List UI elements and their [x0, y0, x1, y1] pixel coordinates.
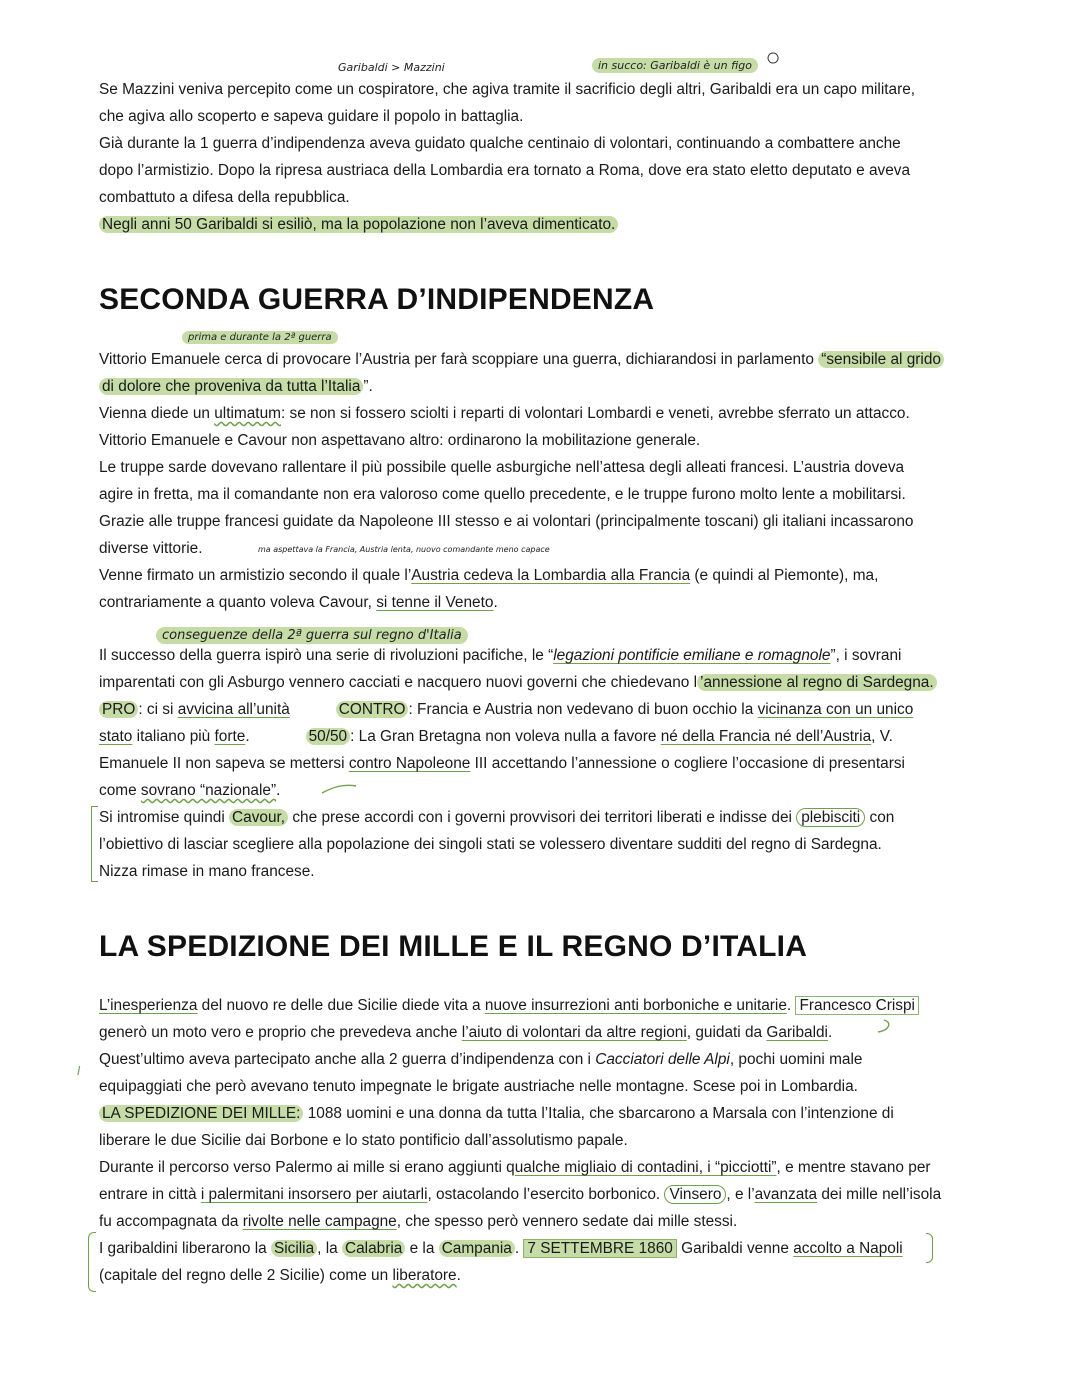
underline: forte	[214, 728, 246, 745]
text: , pochi uomini male	[729, 1051, 863, 1068]
section-title-seconda-guerra: SECONDA GUERRA D’INDIPENDENZA	[99, 283, 655, 316]
text: Vienna diede un	[99, 405, 215, 422]
underline: né della Francia né dell’Austria	[660, 728, 872, 745]
text: Il successo della guerra ispirò una serie di rivoluzioni pacifiche, le “	[99, 647, 554, 664]
text: .	[827, 1024, 833, 1041]
highlight-date: 7 SETTEMBRE 1860	[523, 1239, 676, 1258]
underline: avanzata	[754, 1186, 818, 1203]
text: : ci si	[138, 701, 178, 718]
text: .	[276, 782, 281, 799]
text: .	[493, 594, 498, 611]
text: (e quindi al Piemonte), ma,	[690, 567, 879, 584]
text: III accettando l’annessione o cogliere l’occasione di presentarsi	[470, 755, 905, 772]
underline: rivolte nelle campagne	[242, 1213, 397, 1230]
s2-line-8: diverse vittorie.	[99, 540, 203, 557]
text: che prese accordi con i governi provvisori dei territori liberati e indisse dei	[288, 809, 797, 826]
underline: liberatore	[392, 1267, 457, 1284]
text: .	[514, 1240, 524, 1257]
text: e la	[405, 1240, 439, 1257]
curl-arrow-mark	[878, 1020, 889, 1032]
circled-word: Vinsero	[664, 1185, 726, 1204]
intro-line-1: Se Mazzini veniva percepito come un cospiratore, che agiva tramite il sacrificio degli altri, Garibaldi era un capo militare,	[99, 81, 916, 98]
highlight: Campania	[439, 1240, 515, 1257]
text: .	[456, 1267, 461, 1284]
text: Vittorio Emanuele cerca di provocare l’Austria per farà scoppiare una guerra, dichiarandosi in parlamento	[99, 351, 819, 368]
s2-line-6: agire in fretta, ma il comandante non era valoroso come quello precedente, e le truppe furono molto lente a mobilitarsi.	[99, 486, 906, 503]
text: : Francia e Austria non vedevano di buon occhio la	[408, 701, 758, 718]
text: (capitale del regno delle 2 Sicilie) come un	[99, 1267, 393, 1284]
underline: L’inesperienza	[99, 997, 198, 1014]
underline: i palermitani insorsero per aiutarli	[200, 1186, 428, 1203]
highlight: “sensibile al grido	[818, 351, 944, 368]
underline: avvicina all’unità	[177, 701, 290, 718]
text: 1088 uomini e una donna da tutta l’Italia, che sbarcarono a Marsala con l’intenzione di	[303, 1105, 894, 1122]
note-conseguenze: conseguenze della 2ª guerra sul regno d'Italia	[156, 627, 468, 644]
s3-line-6: liberare le due Sicilie dai Borbone e lo stato pontificio dall’assolutismo papale.	[99, 1132, 628, 1149]
note-napoleone: ma aspettava la Francia, Austria lenta, nuovo comandante meno capace	[258, 545, 550, 554]
s2-line-4: Vittorio Emanuele e Cavour non aspettavano altro: ordinarono la mobilitazione generale.	[99, 432, 701, 449]
text: , e l’	[726, 1186, 755, 1203]
highlight: Negli anni 50 Garibaldi si esiliò, ma la popolazione non l’aveva dimenticato.	[99, 216, 618, 233]
boxed-name: Francesco Crispi	[795, 996, 918, 1015]
s2-line-19: Nizza rimase in mano francese.	[99, 863, 315, 880]
highlight: Cavour,	[229, 809, 288, 826]
text: ”.	[363, 378, 373, 395]
italic-underline: legazioni pontificie emiliane e romagnole	[553, 647, 831, 664]
note-in-succo: in succo: Garibaldi è un figo	[592, 58, 758, 73]
text: .	[245, 728, 250, 745]
highlight: Sicilia	[271, 1240, 317, 1257]
text: .	[786, 997, 796, 1014]
text: dei mille nell’isola	[817, 1186, 942, 1203]
text: entrare in città	[99, 1186, 201, 1203]
text: con	[865, 809, 895, 826]
highlight-pro: PRO	[99, 701, 138, 718]
highlight: LA SPEDIZIONE DEI MILLE:	[99, 1105, 303, 1122]
s2-line-5: Le truppe sarde dovevano rallentare il più possibile quelle asburgiche nell’attesa degli alleati francesi. L’austria doveva	[99, 459, 905, 476]
text: come	[99, 782, 141, 799]
circled-word: plebisciti	[796, 808, 865, 827]
highlight-contro: CONTRO	[336, 701, 409, 718]
underline: ultimatum	[214, 405, 281, 422]
intro-line-2: che agiva allo scoperto e sapeva guidare il popolo in battaglia.	[99, 108, 524, 125]
text: fu accompagnata da	[99, 1213, 243, 1230]
s2-line-7: Grazie alle truppe francesi guidate da Napoleone III stesso e ai volontari (principalmente toscani) gli italiani incassarono	[99, 513, 914, 530]
text: Venne firmato un armistizio secondo il quale l’	[99, 567, 412, 584]
highlight: ’annessione al regno di Sardegna.	[697, 674, 937, 691]
s2-line-18: l’obiettivo di lasciar scegliere alla popolazione dei singoli stati se volessero diventare sudditi del regno di Sardegna.	[99, 836, 882, 853]
underline: ualche migliaio di contadini, i “picciotti”	[514, 1159, 777, 1176]
text: , V.	[871, 728, 893, 745]
text: , guidati da	[686, 1024, 767, 1041]
underline: accolto a Napoli	[793, 1240, 903, 1257]
text: ”, i sovrani	[830, 647, 902, 664]
text: Si intromise quindi	[99, 809, 230, 826]
text: del nuovo re delle due Sicilie diede vita a	[197, 997, 485, 1014]
note-garibaldi-mazzini: Garibaldi > Mazzini	[338, 61, 445, 74]
text: , la	[317, 1240, 342, 1257]
text: Durante il percorso verso Palermo ai mille si erano aggiunti q	[99, 1159, 515, 1176]
text: : La Gran Bretagna non voleva nulla a favore	[350, 728, 661, 745]
text: Emanuele II non sapeva se mettersi	[99, 755, 349, 772]
highlight-50-50: 50/50	[306, 728, 351, 745]
underline: l’aiuto di volontari da altre regioni	[461, 1024, 687, 1041]
underline: stato	[99, 728, 133, 745]
intro-line-5: combattuto a difesa della repubblica.	[99, 189, 350, 206]
highlight: Calabria	[342, 1240, 405, 1257]
note-prima-e-durante: prima e durante la 2ª guerra	[182, 331, 338, 344]
text: : se non si fossero sciolti i reparti di volontari Lombardi e veneti, avrebbe sferrato un attacco.	[280, 405, 910, 422]
intro-line-4: dopo l’armistizio. Dopo la ripresa austriaca della Lombardia era tornato a Roma, dove era stato eletto deputato e aveva	[99, 162, 911, 179]
smiley-mark	[768, 53, 778, 63]
text: Garibaldi venne	[676, 1240, 794, 1257]
text: generò un moto vero e proprio che prevedeva anche	[99, 1024, 462, 1041]
underline: si tenne il Veneto	[376, 594, 494, 611]
section-title-spedizione: LA SPEDIZIONE DEI MILLE E IL REGNO D’ITALIA	[99, 930, 808, 963]
note-roman-numeral: I	[77, 1064, 81, 1078]
text: italiano più	[132, 728, 215, 745]
text: , e mentre stavano per	[776, 1159, 931, 1176]
underline: nuove insurrezioni anti borboniche e unitarie	[484, 997, 787, 1014]
underline: contro Napoleone	[348, 755, 471, 772]
text: , che spesso però vennero sedate dai mille stessi.	[396, 1213, 738, 1230]
italic-text: Cacciatori delle Alpi	[595, 1051, 730, 1068]
text: Quest’ultimo aveva partecipato anche alla 2 guerra d’indipendenza con i	[99, 1051, 596, 1068]
underline: vicinanza con un unico	[757, 701, 914, 718]
highlight: di dolore che proveniva da tutta l’Italia	[99, 378, 363, 395]
text: contrariamente a quanto voleva Cavour,	[99, 594, 377, 611]
underline: Austria cedeva la Lombardia alla Francia	[411, 567, 691, 584]
arrow-mark	[322, 785, 356, 793]
text: I garibaldini liberarono la	[99, 1240, 271, 1257]
s3-line-4: equipaggiati che però avevano tenuto impegnate le brigate austriache nelle montagne. Scese poi in Lombardia.	[99, 1078, 858, 1095]
underline: Garibaldi	[766, 1024, 828, 1041]
text: , ostacolando l’esercito borbonico.	[427, 1186, 665, 1203]
underline: sovrano “nazionale”	[140, 782, 277, 799]
text: imparentati con gli Asburgo vennero cacciati e nacquero nuovi governi che chiedevano l	[99, 674, 698, 691]
intro-line-3: Già durante la 1 guerra d’indipendenza aveva guidato qualche centinaio di volontari, continuando a combattere anche	[99, 135, 901, 152]
